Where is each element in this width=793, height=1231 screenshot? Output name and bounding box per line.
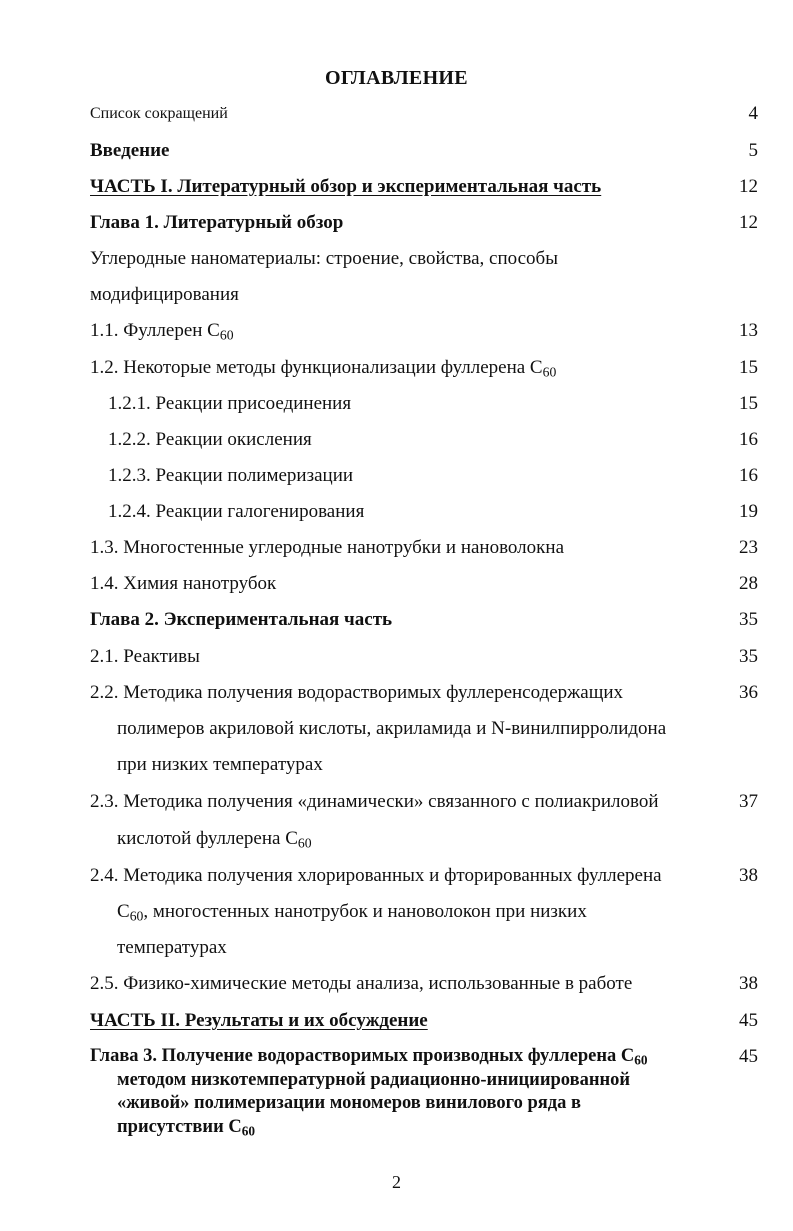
toc-entry-page: 16 (739, 429, 758, 450)
toc-entry-2-3-cont (0, 821, 793, 857)
toc-entry-page: 23 (739, 537, 758, 558)
toc-entry-page: 12 (739, 176, 758, 197)
toc-entry-chapter-2 (0, 602, 793, 638)
toc-entry-page: 15 (739, 357, 758, 378)
toc-entry-2-4 (0, 858, 793, 894)
toc-entry-text: 2.3. Методика получения «динамически» связанного с полиакриловой (90, 791, 659, 812)
toc-entry-page: 37 (739, 791, 758, 812)
toc-entry-2-5 (0, 966, 793, 1002)
toc-entry-page: 35 (739, 609, 758, 630)
toc-entry-text: Введение (90, 140, 170, 161)
toc-entry-text: Глава 1. Литературный обзор (90, 212, 344, 233)
toc-entry-carbon-nanomaterials (0, 241, 793, 277)
toc-entry-text: полимеров акриловой кислоты, акриламида и N-винилпирролидона (117, 718, 667, 739)
toc-entry-chapter-1 (0, 205, 793, 241)
toc-entry-1-2-1 (0, 386, 793, 422)
toc-entry-text: Список сокращений (90, 105, 228, 122)
toc-entry-page: 38 (739, 865, 758, 886)
toc-entry-text: 1.2.4. Реакции галогенирования (108, 501, 365, 522)
toc-entry-2-1 (0, 639, 793, 675)
toc-entry-1-2-2 (0, 422, 793, 458)
toc-entry-page: 35 (739, 646, 758, 667)
toc-entry-text: 1.1. Фуллерен $C_{60}$ (90, 320, 234, 343)
toc-entry-text: 1.2.3. Реакции полимеризации (108, 465, 354, 486)
toc-entry-part-1 (0, 169, 793, 205)
toc-entry-carbon-nanomaterials-cont (0, 277, 793, 313)
toc-entry-page: 16 (739, 465, 758, 486)
toc-entry-2-2-cont (0, 747, 793, 783)
toc-entry-text: 2.2. Методика получения водорастворимых фуллеренсодержащих (90, 682, 624, 703)
toc-entry-text: 1.2. Некоторые методы функционализации фуллерена $C_{60}$ (90, 357, 557, 380)
toc-entry-text: $C_{60}$, многостенных нанотрубок и нановолокон при низких (117, 901, 587, 924)
toc-entry-page: 38 (739, 973, 758, 994)
toc-entry-page: 28 (739, 573, 758, 594)
toc-entry-1-2 (0, 350, 793, 386)
toc-entry-page: 19 (739, 501, 758, 522)
toc-entry-text: 1.2.1. Реакции присоединения (108, 393, 352, 414)
toc-entry-text: модифицирования (90, 284, 239, 305)
toc-entry-introduction (0, 133, 793, 169)
toc-entry-text: Глава 3. Получение водорастворимых производных фуллерена $C_{60}$ (90, 1046, 648, 1068)
toc-entry-text: присутствии $C_{60}$ (117, 1116, 256, 1138)
toc-entry-2-2 (0, 675, 793, 711)
toc-entry-text: ЧАСТЬ I. Литературный обзор и экспериментальная часть (90, 176, 602, 197)
toc-entry-abbreviations (0, 96, 793, 132)
toc-entry-page: 15 (739, 393, 758, 414)
toc-entry-page: 45 (739, 1046, 758, 1067)
toc-entry-2-2-cont (0, 711, 793, 747)
toc-entry-text: 1.4. Химия нанотрубок (90, 573, 277, 594)
page-number: 2 (392, 1172, 401, 1192)
toc-entry-page: 36 (739, 682, 758, 703)
toc-entry-text: ЧАСТЬ II. Результаты и их обсуждение (90, 1010, 428, 1031)
toc-entry-1-3 (0, 530, 793, 566)
toc-entry-text: методом низкотемпературной радиационно-инициированной (117, 1069, 631, 1090)
toc-entry-text: 2.1. Реактивы (90, 646, 200, 667)
toc-entry-text: температурах (117, 937, 227, 958)
toc-entry-1-2-3 (0, 458, 793, 494)
toc-entry-2-4-cont (0, 894, 793, 930)
toc-entry-page: 45 (739, 1010, 758, 1031)
toc-entry-1-2-4 (0, 494, 793, 530)
page-title: ОГЛАВЛЕНИЕ (325, 67, 468, 89)
toc-entry-page: 12 (739, 212, 758, 233)
toc-entry-page: 13 (739, 320, 758, 341)
toc-entry-2-4-cont (0, 930, 793, 966)
toc-entry-page: 4 (748, 103, 758, 124)
toc-entry-1-1 (0, 313, 793, 349)
toc-entry-2-3 (0, 784, 793, 820)
toc-entry-text: «живой» полимеризации мономеров винилового ряда в (117, 1093, 581, 1113)
toc-entry-text: Углеродные наноматериалы: строение, свойства, способы (90, 248, 558, 269)
toc-entry-text: при низких температурах (117, 754, 323, 775)
toc-entry-1-4 (0, 566, 793, 602)
toc-entry-text: 2.5. Физико-химические методы анализа, использованные в работе (90, 973, 633, 994)
toc-entry-text: кислотой фуллерена $C_{60}$ (117, 828, 312, 851)
toc-entry-chapter-3 (90, 1045, 710, 1139)
toc-entry-page: 5 (748, 140, 758, 161)
toc-entry-text: 1.2.2. Реакции окисления (108, 429, 312, 450)
toc-entry-text: 2.4. Методика получения хлорированных и фторированных фуллерена (90, 865, 662, 886)
toc-entry-text: 1.3. Многостенные углеродные нанотрубки и нановолокна (90, 537, 564, 558)
toc-entry-part-2 (0, 1003, 793, 1039)
toc-entry-text: Глава 2. Экспериментальная часть (90, 609, 393, 630)
